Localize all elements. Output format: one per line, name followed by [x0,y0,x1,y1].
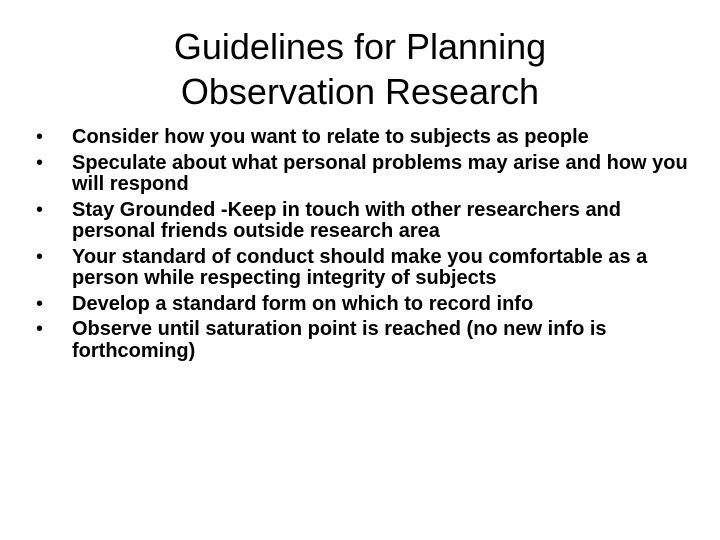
bullet-item [30,247,690,290]
bullet-item [30,294,690,316]
bullet-item [30,200,690,243]
bullet-marker-icon: • [36,292,44,315]
bullet-text: Your standard of conduct should make you comfortable as a person while respecting integrity of subjects [72,245,648,289]
bullet-marker-icon: • [36,318,44,340]
bullet-item [30,319,690,362]
slide-title-line-1: Guidelines for Planning [173,26,547,67]
bullet-text: Speculate about what personal problems may arise and how you will respond [72,151,688,195]
slide-title [60,24,660,114]
bullet-marker-icon: • [36,126,44,148]
slide-title-line-2: Observation Research [180,71,540,112]
bullet-list [30,127,690,366]
bullet-text: Develop a standard form on which to record info [72,292,534,315]
bullet-text: Stay Grounded -Keep in touch with other researchers and personal friends outside research area [72,198,621,242]
bullet-item [30,127,690,149]
bullet-text: Consider how you want to relate to subjects as people [72,126,589,148]
bullet-text: Observe until saturation point is reached (no new info is forthcoming) [72,318,607,362]
bullet-item [30,153,690,196]
bullet-marker-icon: • [36,198,44,221]
bullet-marker-icon: • [36,245,44,268]
bullet-marker-icon: • [36,151,44,174]
